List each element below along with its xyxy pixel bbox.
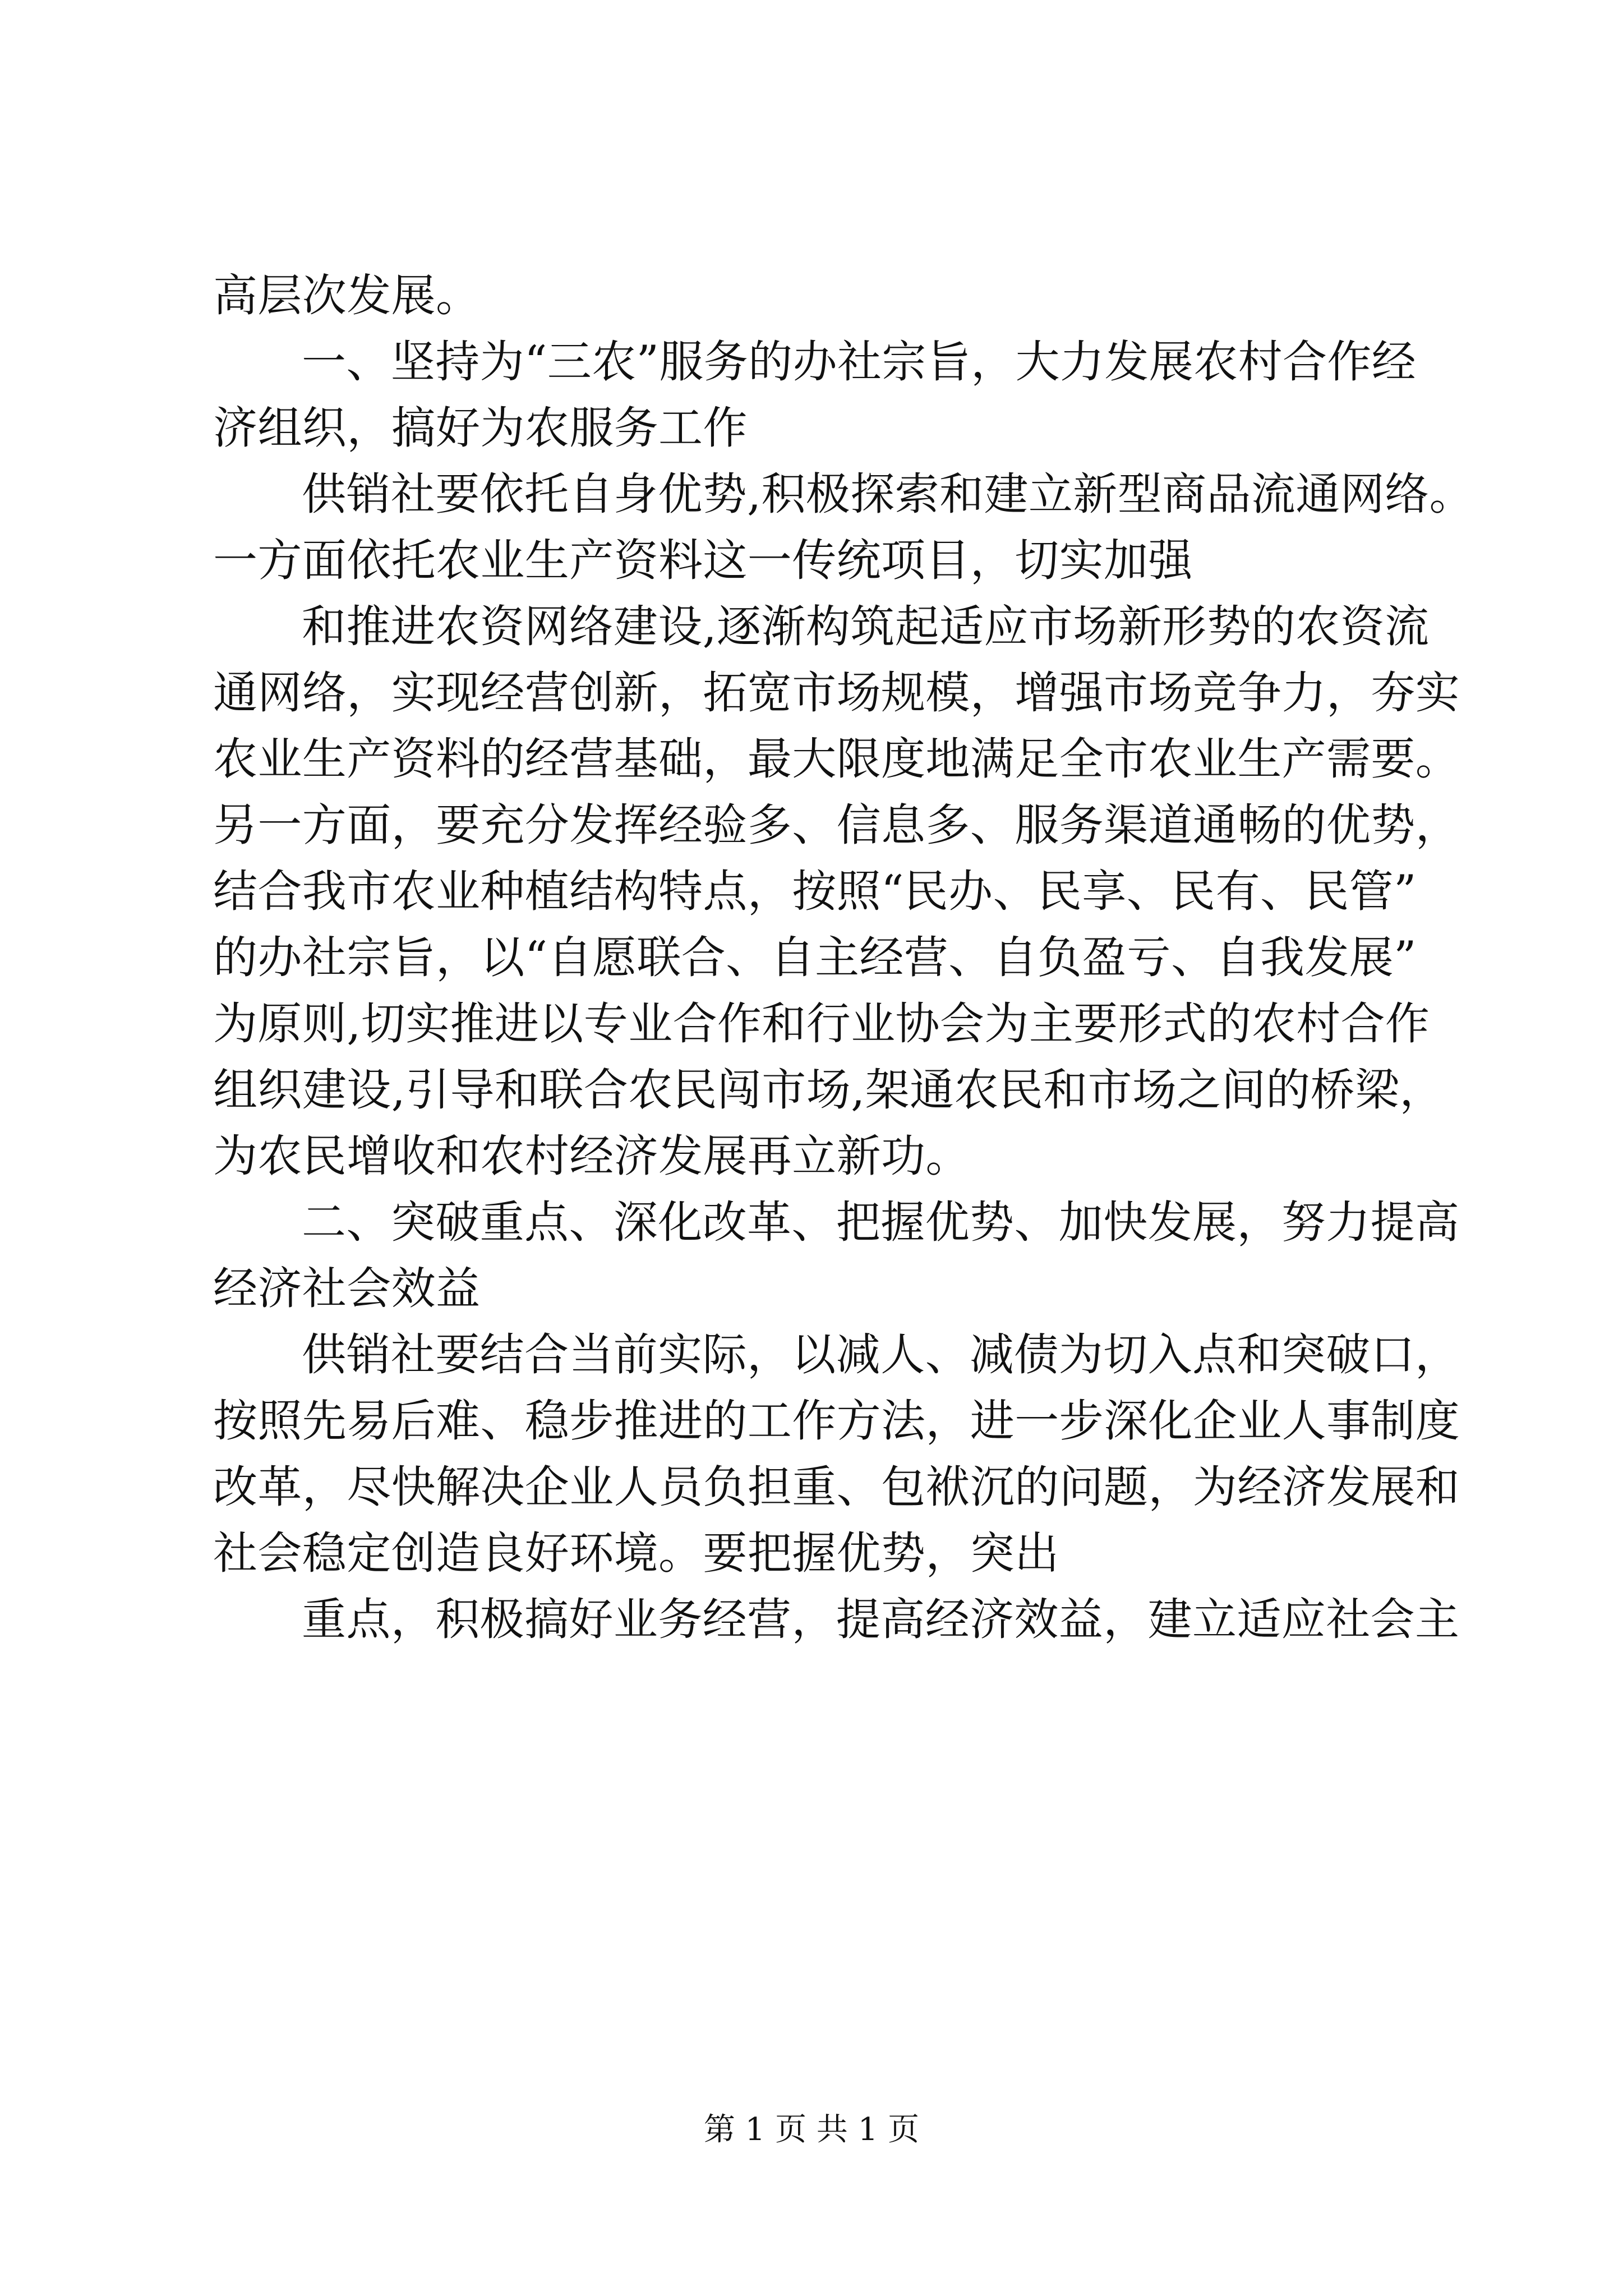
body-line: 通网络，实现经营创新，拓宽市场规模，增强市场竞争力，夯实 [213, 667, 1460, 719]
body-line: 重点，积极搞好业务经营，提高经济效益，建立适应社会主 [302, 1594, 1460, 1645]
body-line: 高层次发展。 [213, 270, 481, 321]
body-line: 一方面依托农业生产资料这一传统项目，切实加强 [213, 535, 1193, 586]
body-line: 按照先易后难、稳步推进的工作方法，进一步深化企业人事制度 [213, 1395, 1460, 1447]
section-heading-line: 经济社会效益 [213, 1263, 481, 1314]
page-number-footer: 第 1 页 共 1 页 [703, 2111, 920, 2148]
section-heading-line: 二、突破重点、深化改革、把握优势、加快发展，努力提高 [302, 1197, 1460, 1248]
body-line: 为原则,切实推进以专业合作和行业协会为主要形式的农村合作 [213, 998, 1430, 1050]
body-line: 另一方面，要充分发挥经验多、信息多、服务渠道通畅的优势， [213, 799, 1460, 851]
body-line: 供销社要依托自身优势,积极探索和建立新型商品流通网络。 [302, 468, 1474, 520]
body-line: 的办社宗旨，以“自愿联合、自主经营、自负盈亏、自我发展” [213, 932, 1417, 983]
body-line: 和推进农资网络建设,逐渐构筑起适应市场新形势的农资流 [302, 601, 1430, 652]
body-line: 结合我市农业种植结构特点，按照“民办、民享、民有、民管” [213, 866, 1417, 917]
body-line: 组织建设,引导和联合农民闯市场,架通农民和市场之间的桥梁， [213, 1064, 1444, 1116]
body-line: 为农民增收和农村经济发展再立新功。 [213, 1130, 970, 1182]
body-line: 农业生产资料的经营基础，最大限度地满足全市农业生产需要。 [213, 733, 1460, 785]
section-heading-line: 一、坚持为“三农”服务的办社宗旨，大力发展农村合作经 [302, 336, 1417, 388]
body-line: 改革，尽快解决企业人员负担重、包袱沉的问题，为经济发展和 [213, 1461, 1460, 1513]
document-body [213, 263, 1474, 1653]
body-line: 供销社要结合当前实际，以减人、减债为切入点和突破口， [302, 1329, 1460, 1381]
section-heading-line: 济组织，搞好为农服务工作 [213, 402, 748, 454]
body-line: 社会稳定创造良好环境。要把握优势，突出 [213, 1527, 1059, 1579]
